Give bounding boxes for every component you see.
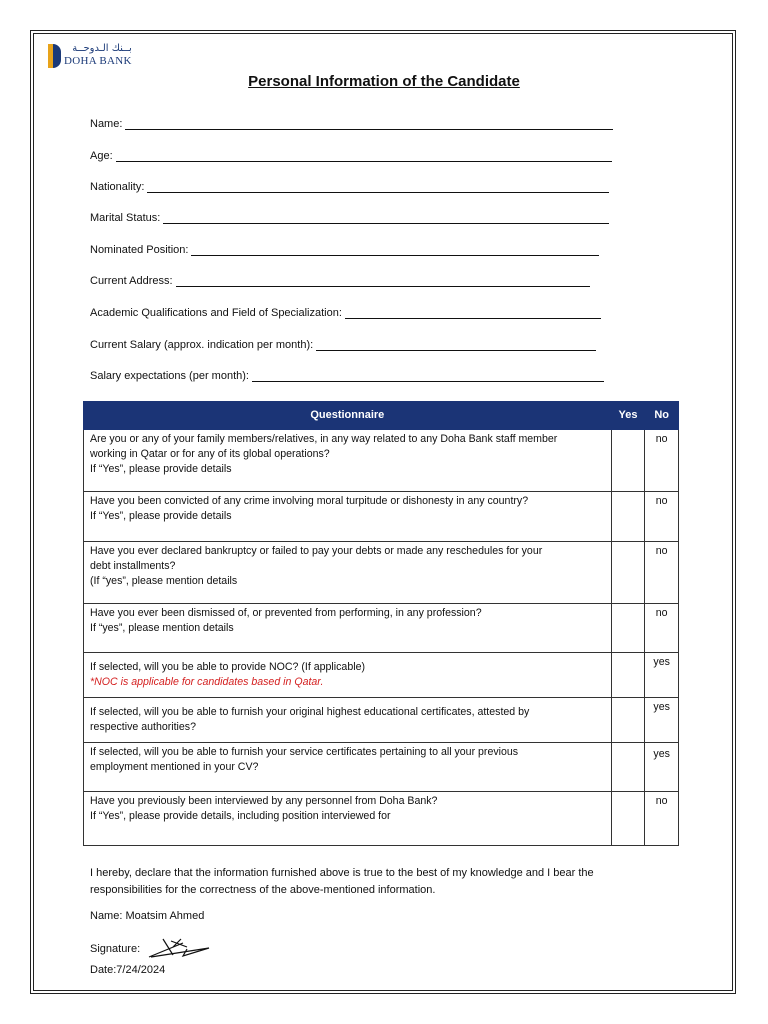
field-line[interactable] [147,181,609,193]
field-label: Nationality: [90,181,145,193]
field-label: Age: [90,150,113,162]
question-line: Have you been convicted of any crime involving moral turpitude or dishonesty in any country? [90,495,529,507]
field-label: Marital Status: [90,212,161,224]
table-row [84,604,679,653]
field-name[interactable] [90,118,613,130]
yes-cell[interactable] [611,792,645,846]
field-label: Current Address: [90,275,173,287]
field-nominated-position[interactable] [90,244,599,256]
table-row [84,492,679,542]
no-cell[interactable]: no [645,792,679,846]
table-row [84,653,679,698]
field-nationality[interactable] [90,181,609,193]
yes-cell[interactable] [611,542,645,604]
no-cell[interactable]: yes [645,653,679,698]
question-cell [84,698,612,743]
field-current-address[interactable] [90,275,590,287]
question-line: If “Yes”, please provide details [90,510,232,522]
question-cell [84,743,612,792]
signature-row [90,935,215,963]
no-cell[interactable]: yes [645,698,679,743]
yes-cell[interactable] [611,653,645,698]
field-label: Academic Qualifications and Field of Specialization: [90,307,342,319]
field-line[interactable] [191,244,599,256]
table-row [84,542,679,604]
field-label: Name: [90,118,123,130]
field-line[interactable] [116,150,612,162]
yes-cell[interactable] [611,492,645,542]
handwritten-signature [143,935,215,963]
question-line: If “yes”, please mention details [90,622,234,634]
question-line: employment mentioned in your CV? [90,761,259,773]
question-cell [84,653,612,698]
no-cell[interactable]: no [645,542,679,604]
field-label: Nominated Position: [90,244,189,256]
header-yes: Yes [611,402,645,430]
question-cell [84,430,612,492]
question-cell [84,792,612,846]
field-label: Salary expectations (per month): [90,370,249,382]
signature-date: Date:7/24/2024 [90,964,166,976]
field-academic-qualifications[interactable] [90,307,601,319]
question-cell [84,604,612,653]
signature-label: Signature: [90,943,141,955]
question-line: If “Yes”, please provide details [90,463,232,475]
yes-cell[interactable] [611,604,645,653]
question-line: respective authorities? [90,721,196,733]
question-cell [84,542,612,604]
no-cell[interactable]: yes [645,743,679,792]
question-cell [84,492,612,542]
doha-bank-logo-mark [48,44,60,68]
table-row [84,792,679,846]
question-line: If selected, will you be able to furnish your original highest educational certificates, attested by [90,706,530,718]
no-cell[interactable]: no [645,604,679,653]
noc-note: *NOC is applicable for candidates based in Qatar. [90,676,324,688]
question-line: (If “yes”, please mention details [90,575,238,587]
question-line: If “Yes”, please provide details, including position interviewed for [90,810,391,822]
field-line[interactable] [345,307,601,319]
question-line: Have you ever declared bankruptcy or failed to pay your debts or made any reschedules for your [90,545,543,557]
field-line[interactable] [316,339,596,351]
field-marital-status[interactable] [90,212,609,224]
question-line: Are you or any of your family members/relatives, in any way related to any Doha Bank staff member [90,433,558,445]
yes-cell[interactable] [611,430,645,492]
question-line: Have you ever been dismissed of, or prevented from performing, in any profession? [90,607,482,619]
no-cell[interactable]: no [645,492,679,542]
table-row [84,430,679,492]
doha-bank-logo [48,44,132,68]
field-label: Current Salary (approx. indication per month): [90,339,314,351]
question-line: If selected, will you be able to furnish your service certificates pertaining to all your previous [90,746,519,758]
field-line[interactable] [176,275,590,287]
field-age[interactable] [90,150,612,162]
field-salary-expectations[interactable] [90,370,604,382]
header-questionnaire: Questionnaire [84,402,612,430]
field-line[interactable] [125,118,613,130]
header-no: No [645,402,679,430]
signer-name: Name: Moatsim Ahmed [90,910,205,922]
question-line: debt installments? [90,560,176,572]
question-line: If selected, will you be able to provide NOC? (If applicable) [90,661,365,673]
yes-cell[interactable] [611,698,645,743]
table-row [84,698,679,743]
no-cell[interactable]: no [645,430,679,492]
table-row [84,743,679,792]
field-line[interactable] [163,212,609,224]
questionnaire-table [83,401,679,846]
yes-cell[interactable] [611,743,645,792]
question-line: Have you previously been interviewed by any personnel from Doha Bank? [90,795,438,807]
logo-english-text: DOHA BANK [64,55,132,67]
declaration-text: I hereby, declare that the information furnished above is true to the best of my knowledge and I bear the responsibilities for the correctness of the above-mentioned information. [90,867,594,896]
page-title: Personal Information of the Candidate [248,73,520,90]
question-line: working in Qatar or for any of its global operations? [90,448,330,460]
field-line[interactable] [252,370,604,382]
field-current-salary[interactable] [90,339,596,351]
logo-arabic-text: بــنك الـدوحــة [72,43,132,54]
